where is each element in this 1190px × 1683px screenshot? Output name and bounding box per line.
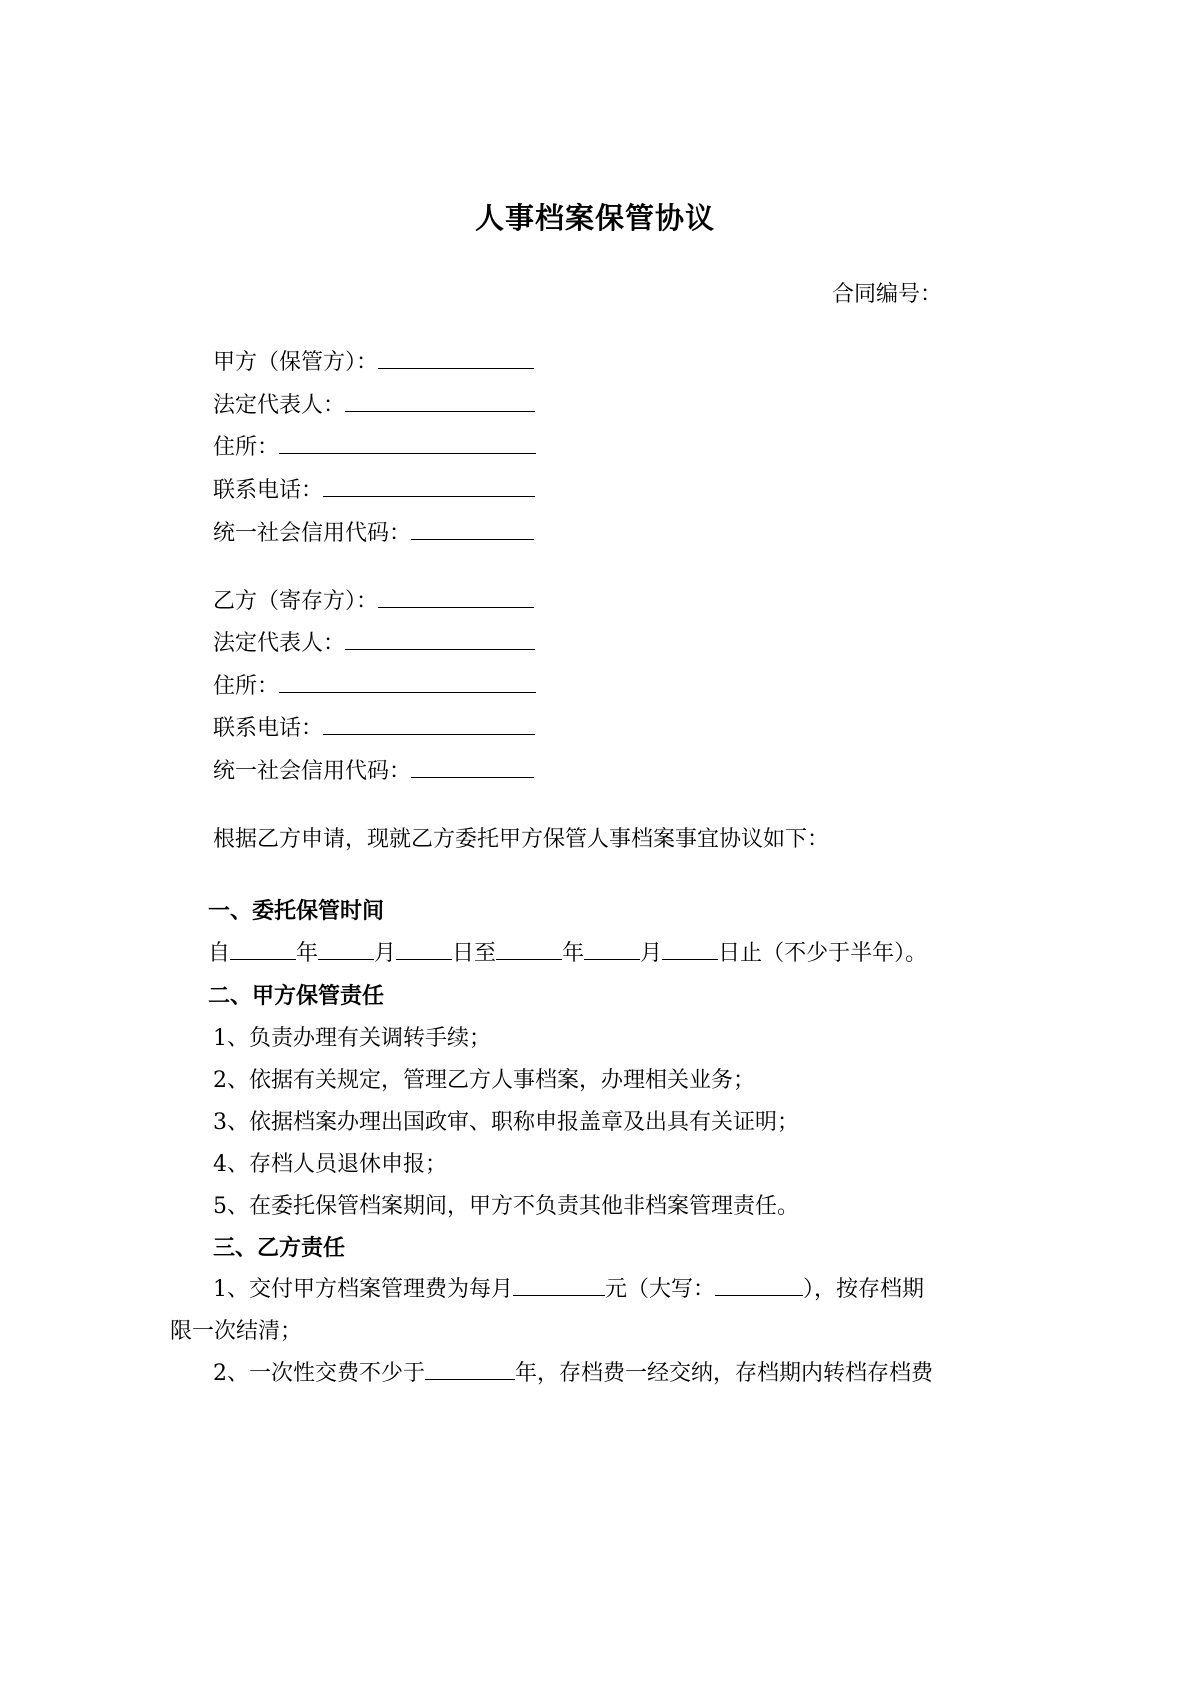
- monthly-fee-blank[interactable]: [513, 1275, 605, 1296]
- section2-item: 2、依据有关规定，管理乙方人事档案，办理相关业务；: [213, 1068, 755, 1093]
- start-year-blank[interactable]: [230, 939, 296, 960]
- section2-item: 4、存档人员退休申报；: [213, 1152, 447, 1177]
- party-a-credit-code-row: [213, 519, 534, 549]
- party-b-address-label: 住所：: [213, 674, 280, 699]
- section3-item1-continuation: 限一次结清；: [170, 1319, 303, 1344]
- start-day-blank[interactable]: [396, 939, 452, 960]
- section1-period-row: [208, 939, 927, 969]
- party-b-phone-blank[interactable]: [323, 714, 535, 735]
- section3-item1-text-b: 元（大写：: [605, 1277, 716, 1302]
- end-year-blank[interactable]: [496, 939, 562, 960]
- end-month-blank[interactable]: [584, 939, 640, 960]
- section1-month: 月: [374, 941, 397, 966]
- end-day-blank[interactable]: [662, 939, 718, 960]
- section1-day-to: 日至: [452, 941, 497, 966]
- section1-year: 年: [296, 941, 319, 966]
- party-a-rep-row: [213, 391, 535, 421]
- section3-item1-text-c: ），按存档期: [803, 1277, 925, 1302]
- party-b-phone-label: 联系电话：: [213, 716, 324, 741]
- section3-item1-row: [213, 1275, 924, 1305]
- document-title: 人事档案保管协议: [474, 201, 715, 235]
- party-a-name-label: 甲方（保管方）：: [213, 350, 379, 375]
- section3-heading: 三、乙方责任: [213, 1236, 346, 1261]
- section1-heading: 一、委托保管时间: [208, 899, 385, 924]
- section3-item1-text-a: 1、交付甲方档案管理费为每月: [213, 1277, 513, 1302]
- section2-item: 3、依据档案办理出国政审、职称申报盖章及出具有关证明；: [213, 1110, 799, 1135]
- party-a-phone-row: [213, 476, 535, 506]
- party-a-phone-blank[interactable]: [323, 476, 535, 497]
- party-a-phone-label: 联系电话：: [213, 478, 324, 503]
- party-b-credit-code-label: 统一社会信用代码：: [213, 759, 412, 784]
- party-a-credit-code-blank[interactable]: [411, 519, 534, 540]
- fee-in-words-blank[interactable]: [715, 1275, 803, 1296]
- party-b-address-blank[interactable]: [279, 672, 536, 693]
- intro-paragraph: 根据乙方申请，现就乙方委托甲方保管人事档案事宜协议如下：: [213, 827, 830, 852]
- party-a-rep-blank[interactable]: [345, 391, 535, 412]
- party-b-name-row: [213, 587, 534, 617]
- party-b-rep-row: [213, 629, 535, 659]
- party-b-phone-row: [213, 714, 535, 744]
- start-month-blank[interactable]: [318, 939, 374, 960]
- section1-end: 日止（不少于半年）。: [718, 941, 928, 966]
- party-a-address-label: 住所：: [213, 435, 280, 460]
- party-a-address-row: [213, 433, 536, 463]
- party-a-credit-code-label: 统一社会信用代码：: [213, 521, 412, 546]
- section2-item: 1、负责办理有关调转手续；: [213, 1026, 491, 1051]
- party-a-name-row: [213, 348, 534, 378]
- min-years-blank[interactable]: [425, 1359, 515, 1380]
- section3-item2-row: [213, 1359, 933, 1389]
- party-b-credit-code-blank[interactable]: [411, 757, 534, 778]
- party-a-name-blank[interactable]: [378, 348, 534, 369]
- section1-year2: 年: [562, 941, 585, 966]
- section3-item2-text-b: 年，存档费一经交纳，存档期内转档存档费: [515, 1361, 934, 1386]
- party-b-address-row: [213, 672, 536, 702]
- party-b-name-label: 乙方（寄存方）：: [213, 589, 379, 614]
- party-b-credit-code-row: [213, 757, 534, 787]
- contract-number-label: 合同编号：: [832, 282, 943, 307]
- party-b-rep-label: 法定代表人：: [213, 631, 346, 656]
- section3-item2-text-a: 2、一次性交费不少于: [213, 1361, 425, 1386]
- section1-from: 自: [208, 941, 231, 966]
- section1-month2: 月: [640, 941, 663, 966]
- section2-item: 5、在委托保管档案期间，甲方不负责其他非档案管理责任。: [213, 1194, 799, 1219]
- party-b-rep-blank[interactable]: [345, 629, 535, 650]
- section2-heading: 二、甲方保管责任: [208, 984, 385, 1009]
- party-a-rep-label: 法定代表人：: [213, 393, 346, 418]
- party-b-name-blank[interactable]: [378, 587, 534, 608]
- party-a-address-blank[interactable]: [279, 433, 536, 454]
